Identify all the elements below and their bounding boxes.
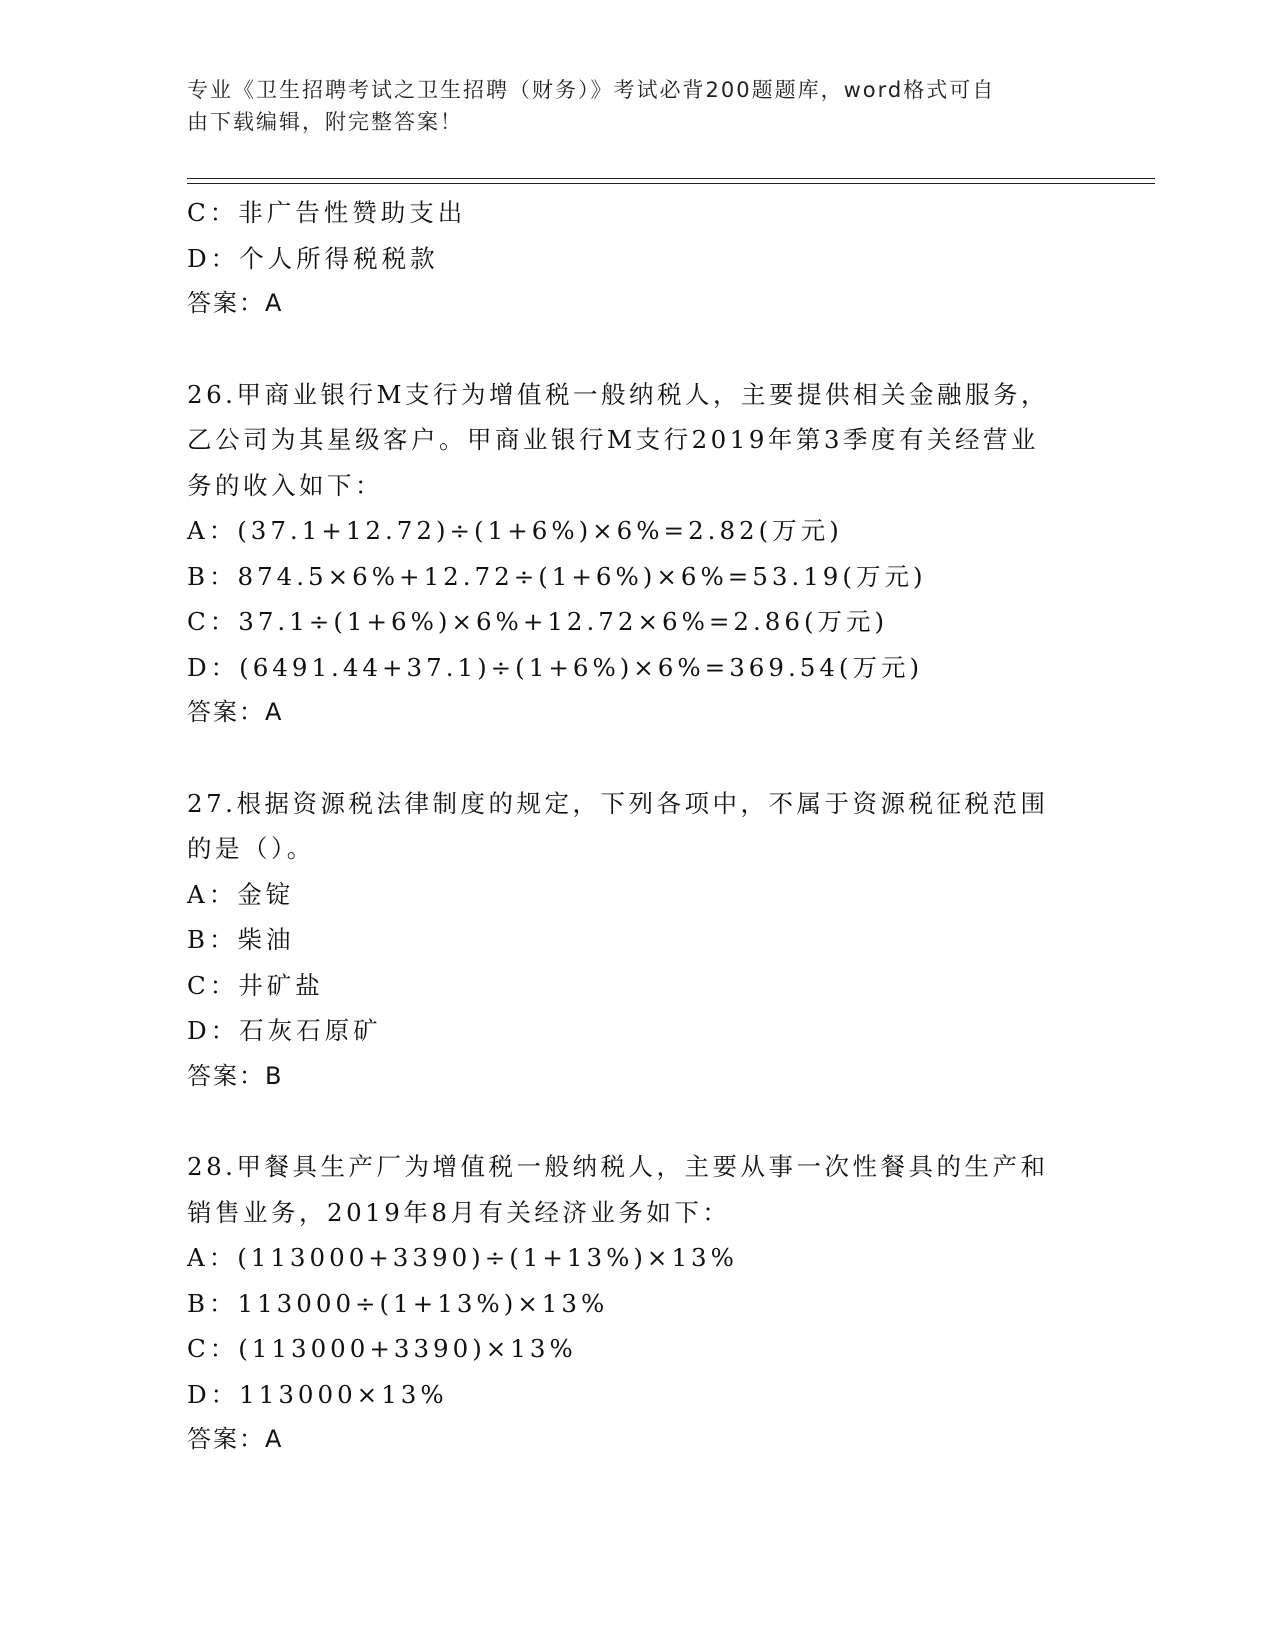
question-27 <box>187 781 1087 1100</box>
option-c: C：37.1÷(1+6%)×6%+12.72×6%=2.86(万元) <box>187 607 889 636</box>
option-b: B：113000÷(1+13%)×13% <box>187 1288 609 1318</box>
question-25-tail <box>187 190 1087 327</box>
option-d: D：个人所得税税款 <box>187 243 439 273</box>
stem-line: 的是（）。 <box>187 834 315 863</box>
question-list <box>187 190 1087 1463</box>
answer-line: 答案：A <box>187 1425 284 1453</box>
option-a: A：金锭 <box>187 879 295 909</box>
stem-line: 27.根据资源税法律制度的规定，下列各项中，不属于资源税征税范围 <box>187 788 1049 818</box>
option-c: C：(113000+3390)×13% <box>187 1334 577 1363</box>
stem-line: 销售业务，2019年8月有关经济业务如下： <box>187 1197 731 1227</box>
option-c: C：井矿盐 <box>187 970 324 1000</box>
stem-line: 乙公司为其星级客户。甲商业银行M支行2019年第3季度有关经营业 <box>187 425 1040 454</box>
header-divider-top <box>187 178 1155 179</box>
stem-line: 务的收入如下： <box>187 470 383 500</box>
header-line-1: 专业《卫生招聘考试之卫生招聘（财务）》考试必背200题题库，word格式可自 <box>187 78 996 102</box>
option-a: A：(113000+3390)÷(1+13%)×13% <box>187 1243 738 1272</box>
option-c: C：非广告性赞助支出 <box>187 198 467 227</box>
answer-line: 答案：B <box>187 1061 284 1090</box>
question-stem <box>187 372 1087 509</box>
header-line-2: 由下载编辑，附完整答案！ <box>187 110 463 134</box>
option-d: D：石灰石原矿 <box>187 1016 382 1045</box>
document-header <box>187 74 1067 138</box>
answer-line: 答案：A <box>187 289 284 317</box>
option-d: D：113000×13% <box>187 1379 448 1409</box>
stem-line: 26.甲商业银行M支行为增值税一般纳税人，主要提供相关金融服务， <box>187 379 1050 409</box>
question-stem <box>187 781 1087 872</box>
question-stem <box>187 1144 1087 1235</box>
stem-line: 28.甲餐具生产厂为增值税一般纳税人，主要从事一次性餐具的生产和 <box>187 1152 1049 1181</box>
answer-line: 答案：A <box>187 698 284 726</box>
option-d: D：(6491.44+37.1)÷(1+6%)×6%=369.54(万元) <box>187 652 924 682</box>
option-b: B：874.5×6%+12.72÷(1+6%)×6%=53.19(万元) <box>187 561 927 591</box>
question-26 <box>187 372 1087 736</box>
header-divider-bottom <box>187 183 1155 184</box>
question-28 <box>187 1144 1087 1463</box>
option-a: A：(37.1+12.72)÷(1+6%)×6%=2.82(万元) <box>187 516 843 545</box>
option-b: B：柴油 <box>187 925 295 954</box>
